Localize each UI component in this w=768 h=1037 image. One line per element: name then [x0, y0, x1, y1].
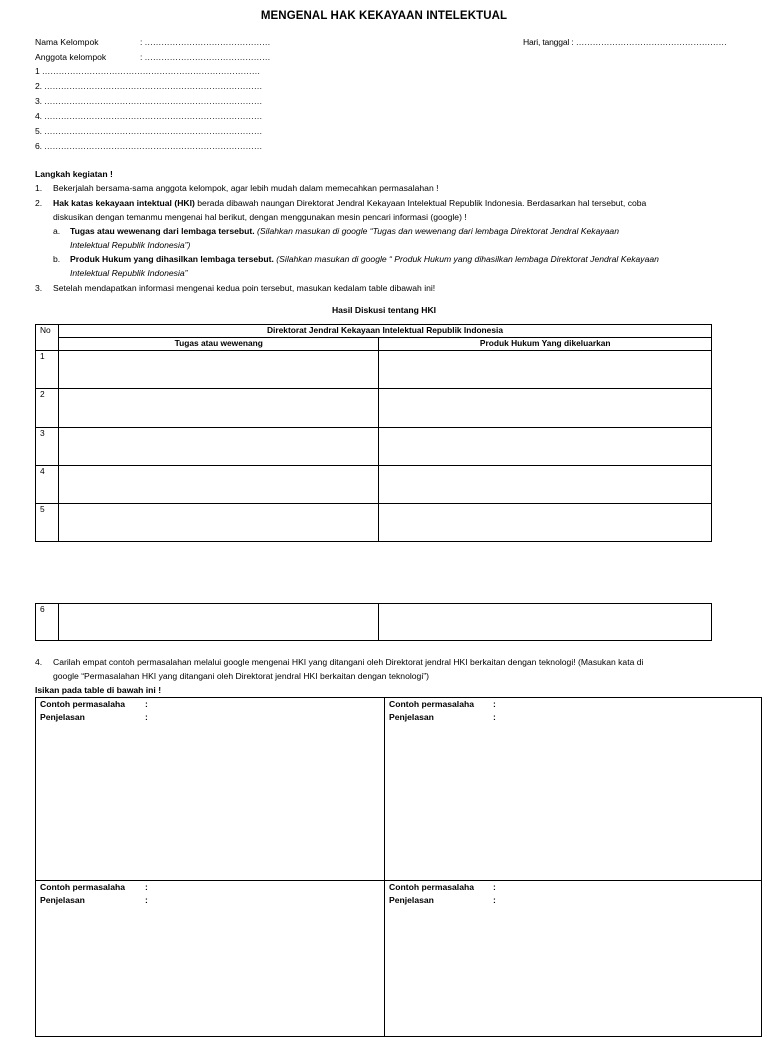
tugas-cell[interactable]	[58, 604, 379, 641]
explanation-colon: :	[145, 712, 148, 722]
step-2b-bold: Produk Hukum yang dihasilkan lembaga tersebut.	[70, 254, 274, 264]
step-2b-italic: (Silahkan masukan di google “ Produk Hukum yang dihasilkan lembaga Direktorat Jendral Kekayaan	[273, 254, 659, 264]
table-row	[36, 428, 712, 466]
step-2a-letter: a.	[53, 226, 61, 236]
example-colon: :	[145, 882, 148, 892]
explanation-label: Penjelasan	[389, 895, 434, 905]
step-2-text	[53, 197, 646, 209]
produk-cell[interactable]	[379, 604, 712, 641]
table-row	[36, 504, 712, 542]
example-colon: :	[493, 882, 496, 892]
row-number: 2	[36, 389, 59, 428]
produk-cell[interactable]	[379, 504, 712, 542]
step-2-number: 2.	[35, 198, 43, 208]
step-2-bold: Hak katas kekayaan intektual (HKI)	[53, 198, 195, 208]
explanation-label: Penjelasan	[389, 712, 434, 722]
step-2a-bold: Tugas atau wewenang dari lembaga tersebut.	[70, 226, 255, 236]
explanation-label: Penjelasan	[40, 712, 85, 722]
group-name-field[interactable]: : ………………………………………	[140, 37, 271, 47]
member-line-1[interactable]: 1 ……………………………………………………………………	[35, 66, 261, 76]
example-label: Contoh permasalaha	[389, 699, 475, 709]
step-2a-text	[70, 225, 619, 237]
produk-cell[interactable]	[379, 389, 712, 428]
column-header-tugas: Tugas atau wewenang	[58, 338, 379, 351]
step-2a-line2: Intelektual Republik Indonesia”)	[70, 240, 191, 250]
produk-cell[interactable]	[379, 351, 712, 389]
explanation-colon: :	[493, 895, 496, 905]
member-line-6[interactable]: 6. ……………………………………………………………………	[35, 141, 263, 151]
column-group-header: Direktorat Jendral Kekayaan Intelektual Republik Indonesia	[58, 325, 711, 338]
table-row	[36, 604, 712, 641]
column-header-no: No	[36, 325, 59, 351]
table-row	[36, 351, 712, 389]
step-3-number: 3.	[35, 283, 43, 293]
step-3-text: Setelah mendapatkan informasi mengenai kedua poin tersebut, masukan kedalam table dibawah ini!	[53, 283, 436, 293]
table-caption: Hasil Diskusi tentang HKI	[331, 305, 437, 315]
step-2b-line2: Intelektual Republik Indonesia”	[70, 268, 188, 278]
problem-examples-grid	[35, 697, 762, 1037]
member-line-5[interactable]: 5. ……………………………………………………………………	[35, 126, 263, 136]
member-line-3[interactable]: 3. ……………………………………………………………………	[35, 96, 263, 106]
example-label: Contoh permasalaha	[40, 882, 126, 892]
table-row	[36, 466, 712, 504]
members-label: Anggota kelompok	[35, 52, 107, 62]
tugas-cell[interactable]	[58, 466, 379, 504]
row-number: 3	[36, 428, 59, 466]
tugas-cell[interactable]	[58, 389, 379, 428]
example-label: Contoh permasalaha	[389, 882, 475, 892]
grid-vertical-divider	[384, 697, 385, 1037]
table-row	[36, 389, 712, 428]
date-field[interactable]: Hari, tanggal : ………………………………………………	[523, 37, 727, 47]
example-colon: :	[145, 699, 148, 709]
group-name-label: Nama Kelompok	[35, 37, 99, 47]
step-4-text: Carilah empat contoh permasalahan melalui google mengenai HKI yang ditangani oleh Direktorat jendral HKI berkaitan dengan teknologi! (Masukan kata di	[53, 657, 644, 667]
member-line-4[interactable]: 4. ……………………………………………………………………	[35, 111, 263, 121]
hki-discussion-table-continued	[35, 603, 712, 641]
row-number: 1	[36, 351, 59, 389]
member-line-2[interactable]: 2. ……………………………………………………………………	[35, 81, 263, 91]
explanation-label: Penjelasan	[40, 895, 85, 905]
example-colon: :	[493, 699, 496, 709]
row-number: 5	[36, 504, 59, 542]
step-4-line2: google “Permasalahan HKI yang ditangani oleh Direktorat jendral HKI berkaitan dengan teknologi”)	[53, 671, 429, 681]
tugas-cell[interactable]	[58, 428, 379, 466]
table2-instruction: Isikan pada table di bawah ini !	[35, 685, 162, 695]
row-number: 4	[36, 466, 59, 504]
explanation-colon: :	[493, 712, 496, 722]
step-2b-letter: b.	[53, 254, 61, 264]
produk-cell[interactable]	[379, 428, 712, 466]
step-2-rest: berada dibawah naungan Direktorat Jendral Kekayaan Intelektual Republik Indonesia. Berdasarkan hal tersebut, coba	[194, 198, 647, 208]
produk-cell[interactable]	[379, 466, 712, 504]
members-field[interactable]: : ………………………………………	[140, 52, 271, 62]
step-4-number: 4.	[35, 657, 43, 667]
example-label: Contoh permasalaha	[40, 699, 126, 709]
step-2b-text	[70, 253, 659, 265]
steps-heading: Langkah kegiatan !	[35, 169, 113, 179]
tugas-cell[interactable]	[58, 351, 379, 389]
row-number: 6	[36, 604, 59, 641]
tugas-cell[interactable]	[58, 504, 379, 542]
hki-discussion-table	[35, 324, 712, 542]
column-header-produk: Produk Hukum Yang dikeluarkan	[379, 338, 712, 351]
step-2-line2: diskusikan dengan temanmu mengenai hal berikut, dengan menggunakan mesin pencari informasi (google) !	[53, 212, 467, 222]
explanation-colon: :	[145, 895, 148, 905]
step-1-text: Bekerjalah bersama-sama anggota kelompok, agar lebih mudah dalam memecahkan permasalahan !	[53, 183, 439, 193]
step-1-number: 1.	[35, 183, 43, 193]
page-title: MENGENAL HAK KEKAYAAN INTELEKTUAL	[260, 10, 508, 22]
step-2a-italic: (Silahkan masukan di google “Tugas dan wewenang dari lembaga Direktorat Jendral Kekayaan	[254, 226, 619, 236]
